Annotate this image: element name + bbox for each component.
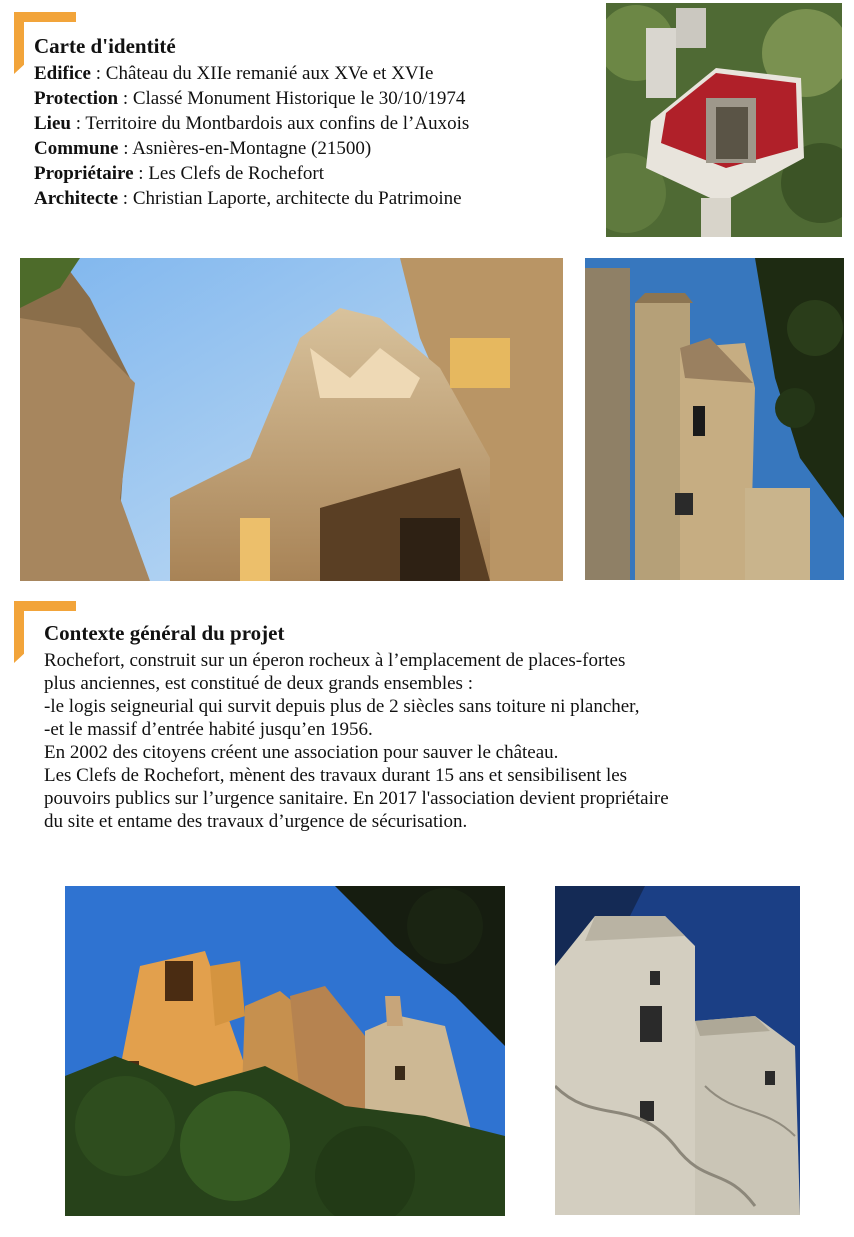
identity-row: Propriétaire : Les Clefs de Rochefort	[34, 163, 325, 184]
identity-list	[34, 61, 469, 211]
context-line: pouvoirs publics sur l’urgence sanitaire. En 2017 l'association devient propriétaire	[44, 788, 669, 809]
identity-label: Propriétaire	[34, 163, 134, 184]
identity-label: Commune	[34, 138, 119, 159]
sunlit-ruins-photo	[65, 886, 505, 1216]
identity-value: Les Clefs de Rochefort	[148, 163, 325, 184]
ruins-logis-photo	[20, 258, 563, 581]
context-heading: Contexte général du projet	[44, 621, 285, 645]
aerial-castle-photo	[606, 3, 842, 237]
context-line: En 2002 des citoyens créent une association pour sauver le château.	[44, 742, 559, 763]
context-line: du site et entame des travaux d’urgence de sécurisation.	[44, 811, 468, 832]
identity-label: Edifice	[34, 63, 91, 84]
identity-label: Protection	[34, 88, 119, 109]
identity-value: Christian Laporte, architecte du Patrimoine	[132, 188, 462, 209]
identity-value: Château du XIIe remanié aux XVe et XVIe	[105, 63, 434, 84]
identity-heading: Carte d'identité	[34, 34, 176, 58]
context-line: Les Clefs de Rochefort, mènent des travaux durant 15 ans et sensibilisent les	[44, 765, 628, 786]
identity-label: Architecte	[34, 188, 119, 209]
identity-row: Edifice : Château du XIIe remanié aux XVe et XVIe	[34, 63, 434, 84]
context-line: -le logis seigneurial qui survit depuis plus de 2 siècles sans toiture ni plancher,	[44, 696, 640, 717]
context-line: -et le massif d’entrée habité jusqu’en 1956.	[44, 719, 373, 740]
twin-towers-photo	[555, 886, 800, 1215]
identity-row: Lieu : Territoire du Montbardois aux confins de l’Auxois	[34, 113, 470, 134]
identity-row: Architecte : Christian Laporte, architecte du Patrimoine	[34, 188, 462, 209]
tower-photo	[585, 258, 844, 580]
identity-value: Asnières-en-Montagne (21500)	[132, 138, 372, 159]
identity-row: Commune : Asnières-en-Montagne (21500)	[34, 138, 372, 159]
identity-label: Lieu	[34, 113, 71, 134]
identity-row: Protection : Classé Monument Historique le 30/10/1974	[34, 88, 466, 109]
context-line: plus anciennes, est constitué de deux grands ensembles :	[44, 673, 473, 694]
context-line: Rochefort, construit sur un éperon rocheux à l’emplacement de places-fortes	[44, 650, 626, 671]
context-paragraph	[44, 649, 669, 833]
identity-value: Territoire du Montbardois aux confins de l’Auxois	[85, 113, 470, 134]
identity-value: Classé Monument Historique le 30/10/1974	[132, 88, 466, 109]
